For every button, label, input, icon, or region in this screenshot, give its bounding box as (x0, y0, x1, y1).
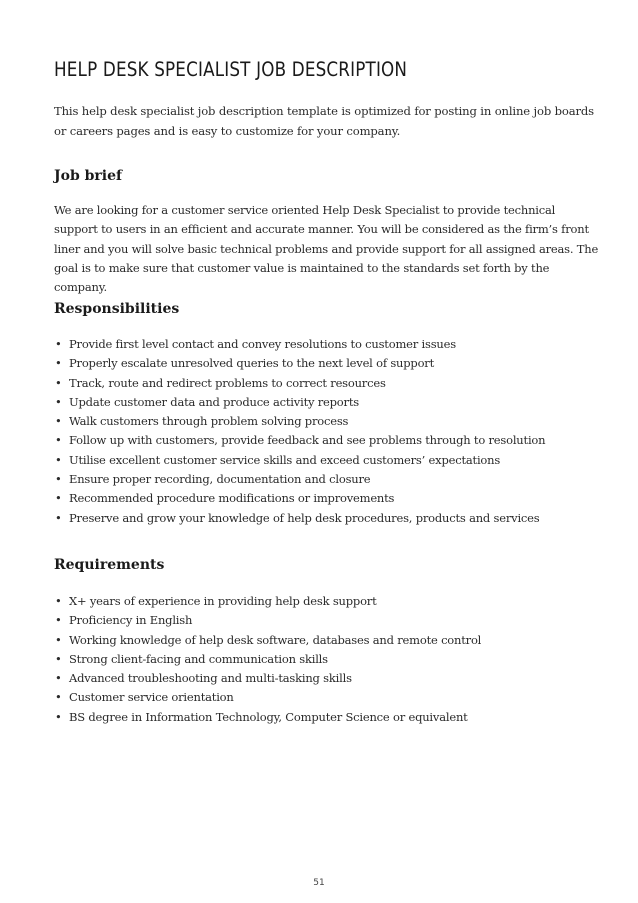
bullet-icon: • (55, 510, 62, 525)
list-item-text: BS degree in Information Technology, Computer Science or equivalent (69, 709, 468, 724)
list-item (54, 431, 545, 450)
list-item-text: Properly escalate unresolved queries to the next level of support (69, 356, 435, 371)
document-title: HELP DESK SPECIALIST JOB DESCRIPTION (54, 58, 408, 81)
list-item-text: Strong client-facing and communication skills (69, 651, 328, 666)
list-item (54, 650, 481, 669)
list-item (54, 631, 481, 650)
requirements-list (54, 592, 481, 727)
bullet-icon: • (55, 594, 62, 608)
list-item-text: Customer service orientation (69, 690, 234, 705)
responsibilities-list (54, 335, 545, 528)
list-item (54, 335, 545, 354)
list-item-text: Update customer data and produce activity reports (69, 394, 359, 409)
bullet-icon: • (55, 452, 62, 467)
list-item-text: Proficiency in English (69, 613, 193, 628)
bullet-icon: • (55, 690, 62, 705)
bullet-icon: • (55, 337, 62, 351)
list-item (54, 470, 545, 489)
bullet-icon: • (55, 394, 62, 409)
list-item-text: Preserve and grow your knowledge of help desk procedures, products and services (69, 510, 540, 525)
list-item-text: Walk customers through problem solving process (69, 414, 349, 429)
requirements-heading: Requirements (54, 557, 165, 573)
bullet-icon: • (55, 632, 62, 647)
list-item-text: Recommended procedure modifications or improvements (69, 491, 395, 506)
bullet-icon: • (55, 491, 62, 506)
job-brief-paragraph: We are looking for a customer service oriented Help Desk Specialist to provide technical support to users in an efficient and accurate manner. You will be considered as the firm’s front liner and you will solve basic technical problems and provide support for all assigned areas. The goal is to make sure that customer value is maintained to the standards set forth by the company. (54, 203, 599, 295)
list-item (54, 669, 481, 688)
list-item-text: Follow up with customers, provide feedback and see problems through to resolution (69, 433, 546, 448)
list-item (54, 489, 545, 508)
list-item (54, 451, 545, 470)
list-item (54, 611, 481, 630)
bullet-icon: • (55, 613, 62, 628)
bullet-icon: • (55, 472, 62, 487)
bullet-icon: • (55, 375, 62, 390)
list-item (54, 509, 545, 528)
list-item (54, 374, 545, 393)
list-item-text: X+ years of experience in providing help desk support (69, 594, 377, 608)
list-item (54, 688, 481, 707)
list-item (54, 708, 481, 727)
list-item-text: Working knowledge of help desk software, databases and remote control (69, 632, 482, 647)
job-brief-heading: Job brief (54, 168, 123, 184)
responsibilities-heading: Responsibilities (54, 301, 180, 317)
list-item (54, 393, 545, 412)
bullet-icon: • (55, 433, 62, 448)
bullet-icon: • (55, 709, 62, 724)
intro-paragraph: This help desk specialist job description template is optimized for posting in online job boards or careers pages and is easy to customize for your company. (54, 104, 594, 138)
list-item-text: Ensure proper recording, documentation and closure (69, 472, 371, 487)
list-item-text: Track, route and redirect problems to correct resources (69, 375, 386, 390)
list-item (54, 592, 481, 611)
list-item-text: Provide first level contact and convey resolutions to customer issues (69, 337, 456, 351)
bullet-icon: • (55, 651, 62, 666)
bullet-icon: • (55, 356, 62, 371)
list-item (54, 412, 545, 431)
list-item (54, 354, 545, 373)
list-item-text: Utilise excellent customer service skills and exceed customers’ expectations (69, 452, 501, 467)
list-item-text: Advanced troubleshooting and multi-tasking skills (69, 671, 352, 686)
page-number: 51 (313, 878, 325, 888)
bullet-icon: • (55, 671, 62, 686)
bullet-icon: • (55, 414, 62, 429)
